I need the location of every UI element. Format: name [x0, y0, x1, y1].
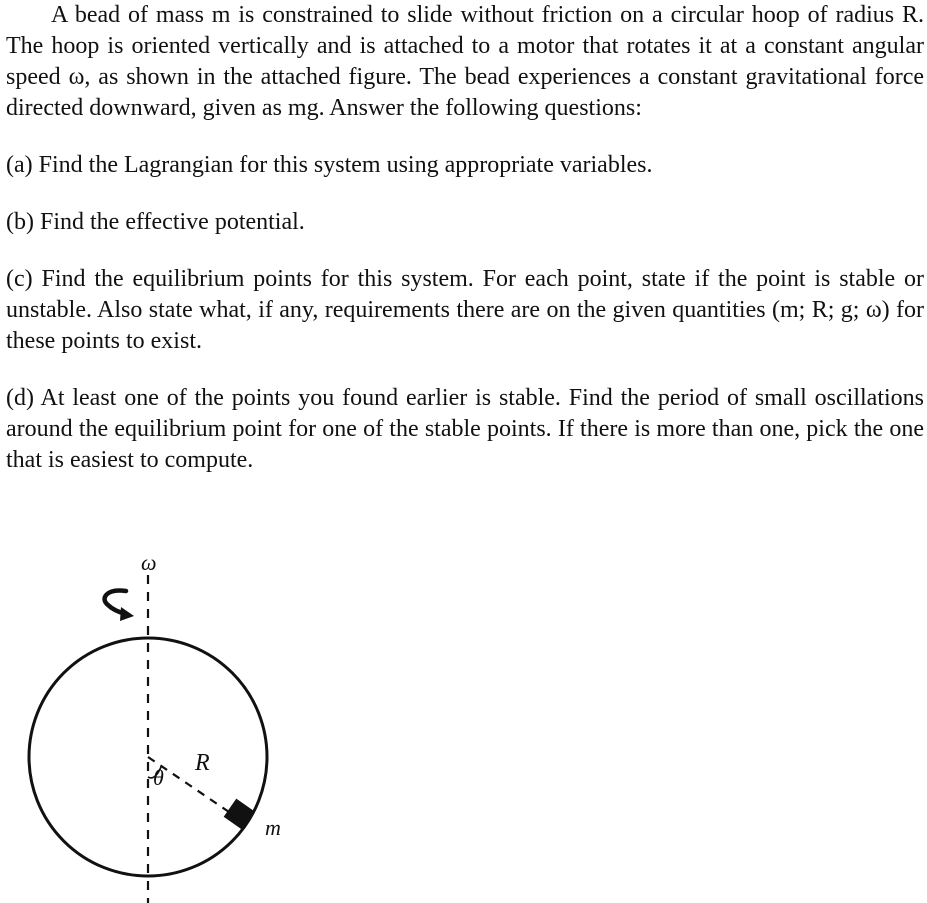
- rotation-arrow-icon: [105, 590, 134, 621]
- problem-intro: A bead of mass m is constrained to slide without friction on a circular hoop of radius R. The hoop is oriented vertically and is attached to a motor that rotates it at a constant angular speed ω, as shown in the attached figure. The bead experiences a constant gravitational force directed downward, given as mg. Answer the following questions:: [6, 2, 924, 121]
- part-b: (b) Find the effective potential.: [6, 209, 305, 235]
- part-c: (c) Find the equilibrium points for this system. For each point, state if the point is stable or unstable. Also state what, if any, requirements there are on the given quantities (m; R; g; ω) for these points to exist.: [6, 266, 924, 354]
- part-a: (a) Find the Lagrangian for this system using appropriate variables.: [6, 152, 653, 178]
- hoop-diagram: [20, 545, 300, 903]
- part-d: (d) At least one of the points you found earlier is stable. Find the period of small oscillations around the equilibrium point for one of the stable points. If there is more than one, pick the one that is easiest to compute.: [6, 385, 924, 473]
- hoop-figure: [20, 545, 300, 903]
- radius-label: R: [195, 750, 210, 776]
- omega-label: ω: [141, 550, 157, 575]
- theta-label: θ: [153, 765, 164, 790]
- bead-mass: [224, 799, 255, 830]
- mass-label: m: [265, 815, 281, 840]
- problem-document: [6, 0, 924, 476]
